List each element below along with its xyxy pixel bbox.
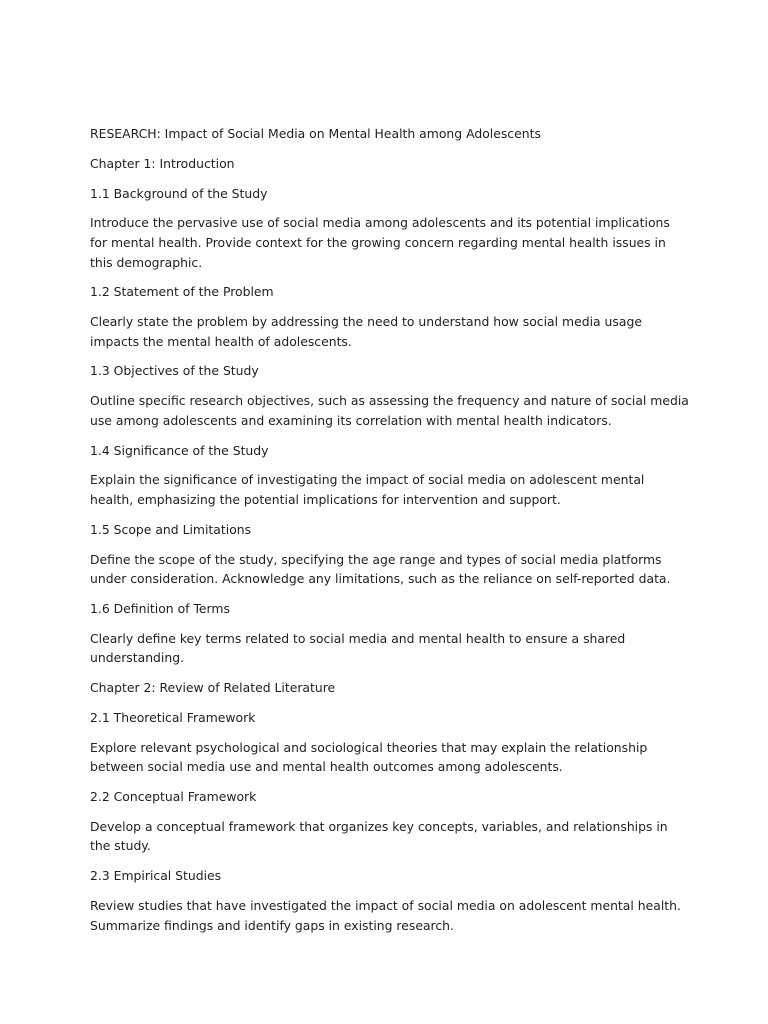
section-1-5-body: Define the scope of the study, specifying the age range and types of social media platforms under consideration. Acknowledge any limitations, such as the reliance on self-reported data. bbox=[90, 551, 671, 587]
section-1-2-body: Clearly state the problem by addressing the need to understand how social media usage impacts the mental health of adolescents. bbox=[90, 314, 642, 349]
section-1-5-heading: 1.5 Scope and Limitations bbox=[90, 521, 252, 537]
section-1-2-heading: 1.2 Statement of the Problem bbox=[90, 284, 274, 300]
section-2-3-heading: 2.3 Empirical Studies bbox=[90, 868, 222, 884]
section-1-3-body: Outline specific research objectives, such as assessing the frequency and nature of social media use among adolescents and examining its correlation with mental health indicators. bbox=[90, 393, 689, 428]
section-2-1-heading: 2.1 Theoretical Framework bbox=[90, 709, 256, 725]
document-content bbox=[90, 124, 690, 945]
section-1-4-body: Explain the significance of investigating the impact of social media on adolescent mental health, emphasizing the potential implications for intervention and support. bbox=[90, 472, 645, 507]
section-1-6-heading: 1.6 Definition of Terms bbox=[90, 600, 230, 616]
section-1-1-body: Introduce the pervasive use of social media among adolescents and its potential implications for mental health. Provide context for the growing concern regarding mental health issues in this demographic. bbox=[90, 215, 670, 270]
section-1-4-heading: 1.4 Significance of the Study bbox=[90, 442, 269, 458]
section-1-1-heading: 1.1 Background of the Study bbox=[90, 185, 268, 201]
section-1-6-body: Clearly define key terms related to social media and mental health to ensure a shared understanding. bbox=[90, 630, 626, 666]
chapter-1-heading: Chapter 1: Introduction bbox=[90, 155, 235, 171]
section-2-1-body: Explore relevant psychological and sociological theories that may explain the relationship between social media use and mental health outcomes among adolescents. bbox=[90, 739, 648, 775]
section-2-3-body: Review studies that have investigated the impact of social media on adolescent mental health. Summarize findings and identify gaps in existing research. bbox=[90, 897, 681, 933]
section-1-3-heading: 1.3 Objectives of the Study bbox=[90, 363, 259, 379]
section-2-2-heading: 2.2 Conceptual Framework bbox=[90, 789, 257, 805]
chapter-2-heading: Chapter 2: Review of Related Literature bbox=[90, 680, 336, 696]
section-2-2-body: Develop a conceptual framework that organizes key concepts, variables, and relationships in the study. bbox=[90, 818, 668, 854]
document-title: RESEARCH: Impact of Social Media on Mental Health among Adolescents bbox=[90, 126, 541, 141]
